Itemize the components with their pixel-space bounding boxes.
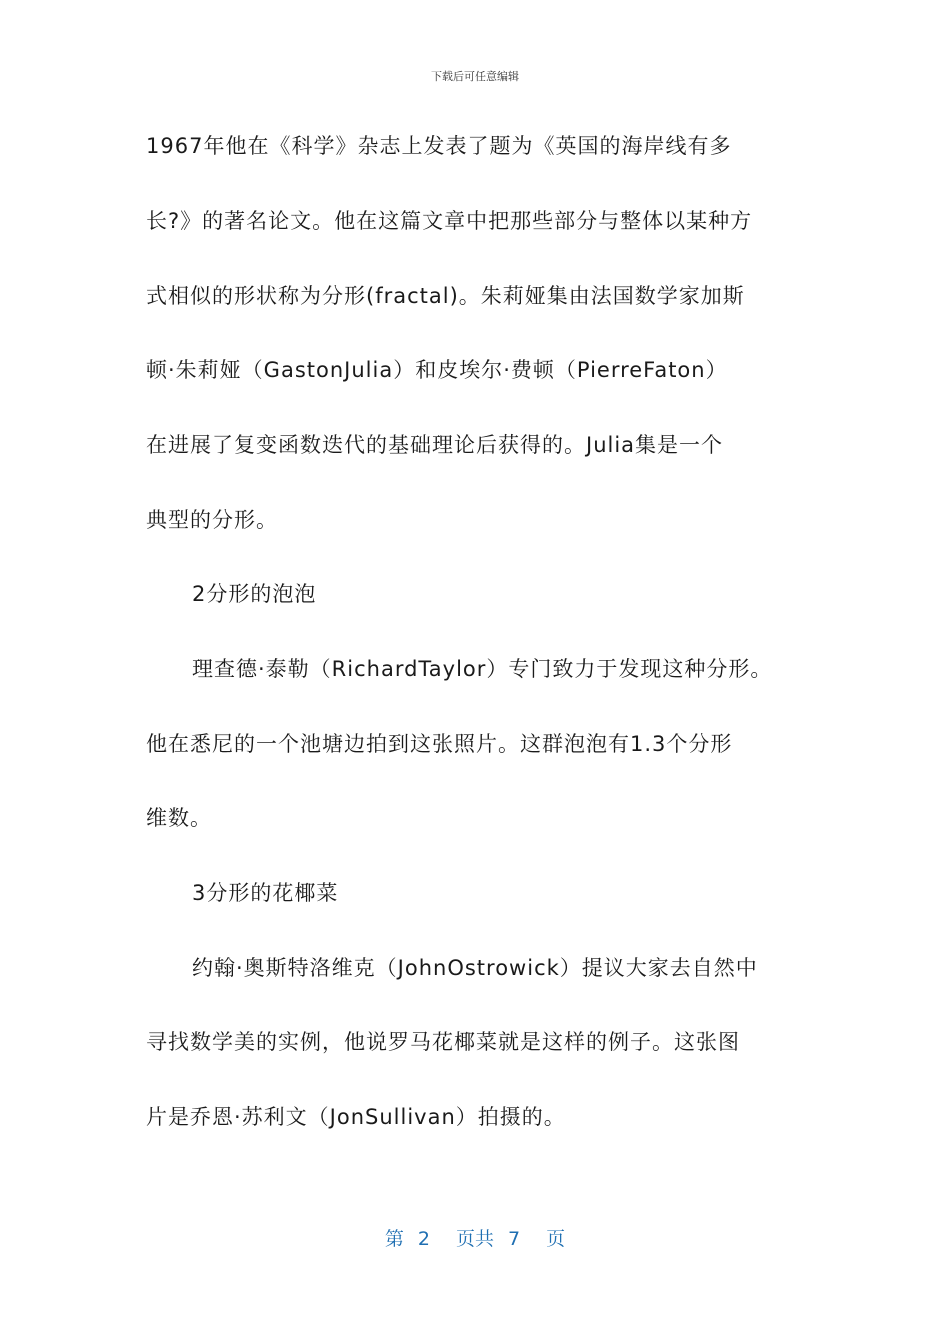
section-heading: 2分形的泡泡 [192, 582, 317, 606]
paragraph-line: 顿·朱莉娅（GastonJulia）和皮埃尔·费顿（PierreFaton） [146, 358, 728, 382]
paragraph-line: 他在悉尼的一个池塘边拍到这张照片。这群泡泡有1.3个分形 [146, 732, 733, 756]
paragraph-line: 在进展了复变函数迭代的基础理论后获得的。Julia集是一个 [146, 433, 724, 457]
footer-middle: 页共 [455, 1228, 494, 1250]
total-pages: 7 [508, 1228, 521, 1250]
page-header-note: 下载后可任意编辑 [431, 70, 519, 83]
page-footer [0, 1226, 950, 1252]
paragraph-line: 1967年他在《科学》杂志上发表了题为《英国的海岸线有多 [146, 134, 732, 158]
paragraph-line: 维数。 [146, 806, 212, 830]
paragraph-line: 典型的分形。 [146, 508, 278, 532]
footer-suffix: 页 [546, 1228, 566, 1250]
paragraph-line: 片是乔恩·苏利文（JonSullivan）拍摄的。 [146, 1105, 566, 1129]
paragraph-line: 式相似的形状称为分形(fractal)。朱莉娅集由法国数学家加斯 [146, 284, 745, 308]
section-heading: 3分形的花椰菜 [192, 881, 339, 905]
current-page-number: 2 [417, 1228, 430, 1250]
paragraph-line: 长?》的著名论文。他在这篇文章中把那些部分与整体以某种方 [146, 209, 753, 233]
paragraph-line: 理查德·泰勒（RichardTaylor）专门致力于发现这种分形。 [192, 657, 773, 681]
paragraph-line: 约翰·奥斯特洛维克（JohnOstrowick）提议大家去自然中 [192, 956, 758, 980]
paragraph-line: 寻找数学美的实例，他说罗马花椰菜就是这样的例子。这张图 [146, 1030, 740, 1054]
footer-prefix: 第 [384, 1228, 404, 1250]
